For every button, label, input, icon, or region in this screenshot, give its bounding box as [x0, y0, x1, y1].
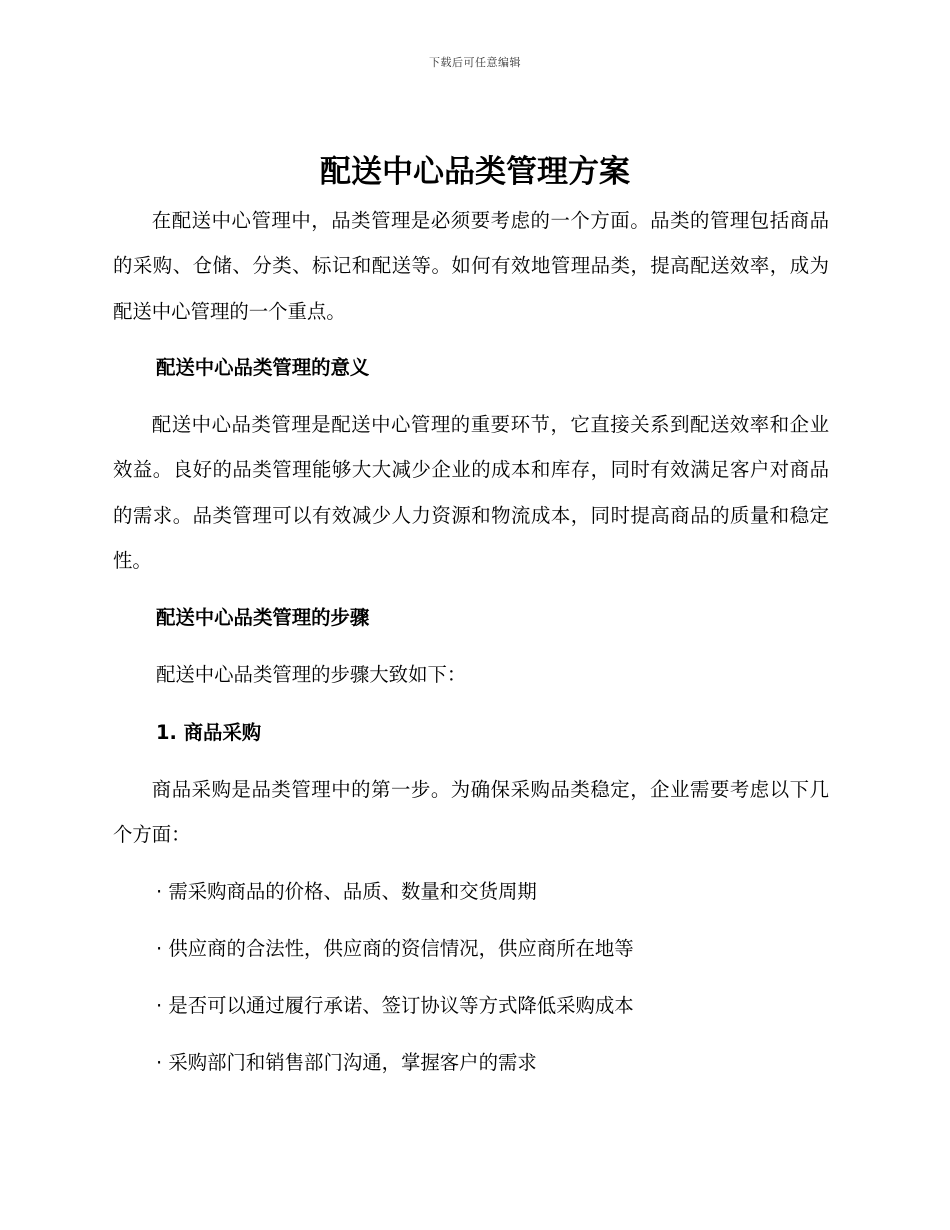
- section-heading-significance: 配送中心品类管理的意义: [156, 356, 370, 379]
- section-heading-steps: 配送中心品类管理的步骤: [156, 606, 370, 629]
- purchasing-point: · 供应商的合法性，供应商的资信情况，供应商所在地等: [156, 937, 634, 960]
- purchasing-paragraph: 商品采购是品类管理中的第一步。为确保采购品类稳定，企业需要考虑以下几个方面：: [113, 778, 829, 847]
- significance-paragraph: 配送中心品类管理是配送中心管理的重要环节，它直接关系到配送效率和企业效益。良好的品类管理能够大大减少企业的成本和库存，同时有效满足客户对商品的需求。品类管理可以有效减少人力资源和物流成本，同时提高商品的质量和稳定性。: [113, 413, 829, 572]
- purchasing-point: · 采购部门和销售部门沟通，掌握客户的需求: [156, 1051, 537, 1074]
- step-heading-purchasing: 1. 商品采购: [156, 721, 262, 744]
- document-title: 配送中心品类管理方案: [320, 154, 630, 190]
- purchasing-point: · 是否可以通过履行承诺、签订协议等方式降低采购成本: [156, 994, 634, 1017]
- intro-paragraph: 在配送中心管理中，品类管理是必须要考虑的一个方面。品类的管理包括商品的采购、仓储、分类、标记和配送等。如何有效地管理品类，提高配送效率，成为配送中心管理的一个重点。: [113, 209, 829, 323]
- page-header-note: 下载后可任意编辑: [429, 56, 521, 69]
- purchasing-point: · 需采购商品的价格、品质、数量和交货周期: [156, 880, 537, 903]
- steps-intro-text: 配送中心品类管理的步骤大致如下：: [156, 663, 467, 686]
